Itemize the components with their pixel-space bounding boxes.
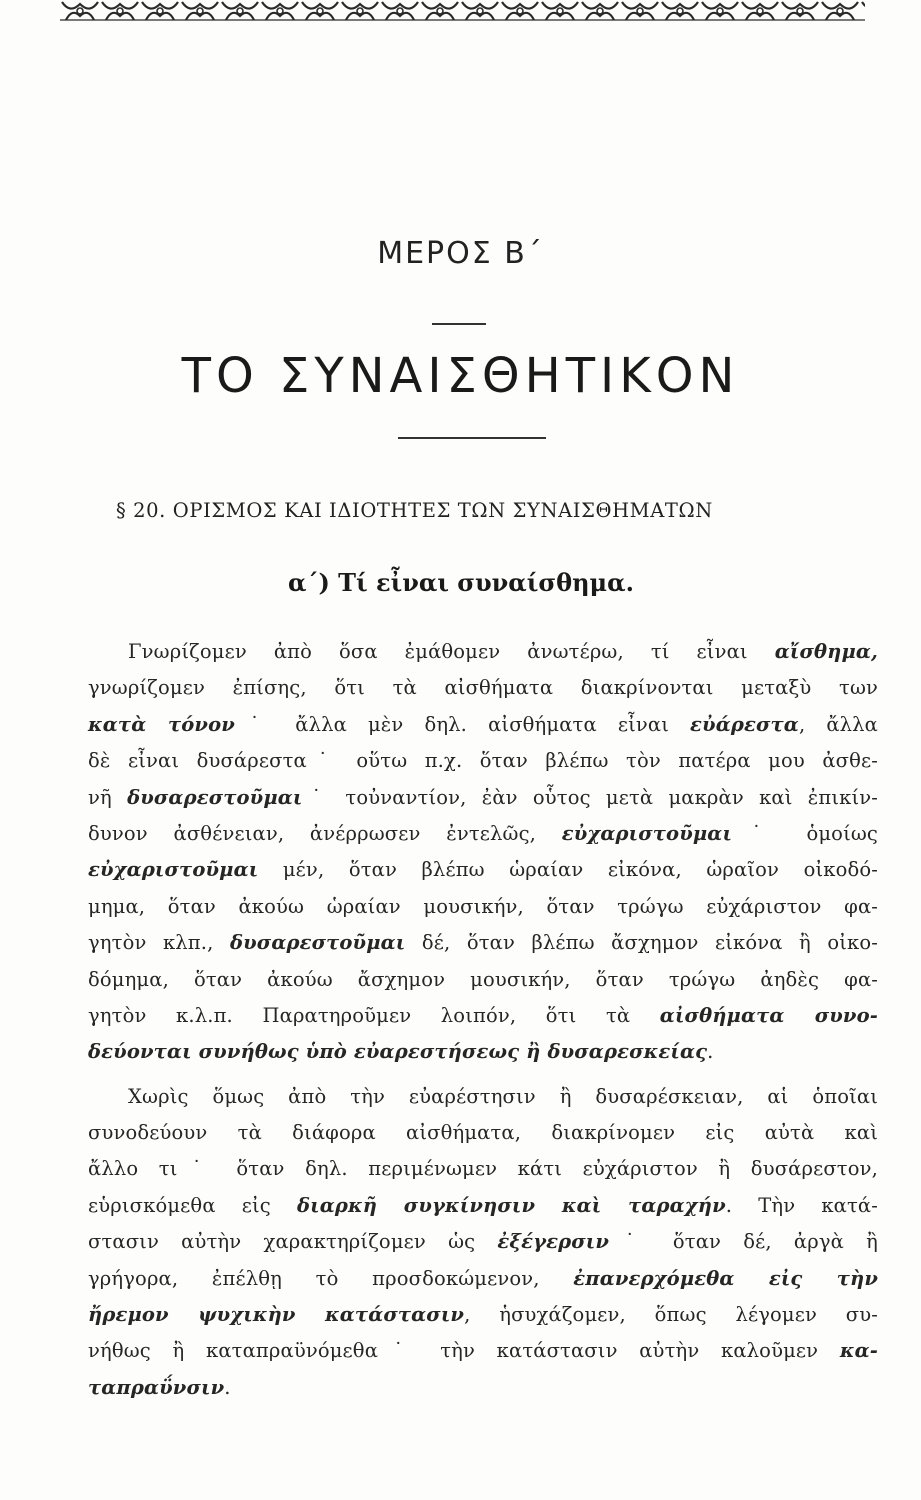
text-line: νήθως ἢ καταπραϋνόμεθα˙ τὴν κατάστασιν αὐτὴν καλοῦμεν κα- xyxy=(88,1339,878,1363)
text-line: Γνωρίζομεν ἀπὸ ὅσα ἐμάθομεν ἀνωτέρω, τί εἶναι αἴσθημα, xyxy=(128,640,878,663)
text-line: συνοδεύουν τὰ διάφορα αἰσθήματα, διακρίνομεν εἰς αὐτὰ καὶ xyxy=(88,1121,878,1145)
paragraph-1 xyxy=(88,634,878,1071)
text-line: ἄλλο τι˙ ὅταν δηλ. περιμένωμεν κάτι εὐχάριστον ἢ δυσάρεστον, xyxy=(88,1157,878,1181)
section-heading: § 20. ΟΡΙΣΜΟΣ ΚΑΙ ΙΔΙΟΤΗΤΕΣ ΤΩΝ ΣΥΝΑΙΣΘΗΜΑΤΩΝ xyxy=(116,499,713,522)
paragraph-2 xyxy=(88,1079,878,1407)
text-line: γρήγορα, ἐπέλθῃ τὸ προσδοκώμενον, ἐπανερχόμεθα εἰς τὴν xyxy=(88,1266,878,1290)
ornament-pattern xyxy=(60,0,865,22)
text-line: δὲ εἶναι δυσάρεστα˙ οὕτω π.χ. ὅταν βλέπω τὸν πατέρα μου ἀσθε- xyxy=(88,749,878,773)
text-line: Χωρὶς ὅμως ἀπὸ τὴν εὐαρέστησιν ἢ δυσαρέσκειαν, αἱ ὁποῖαι xyxy=(128,1084,878,1108)
text-line: εὑρισκόμεθα εἰς διαρκῆ συγκίνησιν καὶ ταραχήν. Τὴν κατά- xyxy=(88,1193,878,1217)
subsection-heading: α΄) Τί εἶναι συναίσθημα. xyxy=(288,568,634,597)
part-heading: ΜΕΡΟΣ Β΄ xyxy=(377,236,544,271)
decorative-border xyxy=(60,0,865,22)
text-line: στασιν αὐτὴν χαρακτηρίζομεν ὡς ἐξέγερσιν˙ ὅταν δέ, ἀργὰ ἢ xyxy=(88,1230,879,1254)
text-line: γητὸν κλπ., δυσαρεστοῦμαι δέ, ὅταν βλέπω ἄσχημον εἰκόνα ἢ οἰκο- xyxy=(88,931,878,955)
divider-short xyxy=(432,323,486,325)
text-line: ἤρεμον ψυχικὴν κατάστασιν, ἡσυχάζομεν, ὅπως λέγομεν συ- xyxy=(88,1303,878,1327)
text-line: μημα, ὅταν ἀκούω ὡραίαν μουσικήν, ὅταν τρώγω εὐχάριστον φα- xyxy=(88,894,878,918)
text-line: γνωρίζομεν ἐπίσης, ὅτι τὰ αἰσθήματα διακρίνονται μεταξὺ των xyxy=(88,676,878,700)
text-line: δεύονται συνήθως ὑπὸ εὐαρεστήσεως ἢ δυσαρεσκείας. xyxy=(88,1040,714,1064)
text-line: δόμημα, ὅταν ἀκούω ἄσχημον μουσικήν, ὅταν τρώγω ἀηδὲς φα- xyxy=(88,967,878,991)
text-line: ταπραΰνσιν. xyxy=(88,1375,231,1399)
text-line: εὐχαριστοῦμαι μέν, ὅταν βλέπω ὡραίαν εἰκόνα, ὡραῖον οἰκοδό- xyxy=(88,858,878,882)
page-title: ΤΟ ΣΥΝΑΙΣΘΗΤΙΚΟΝ xyxy=(181,348,740,404)
text-line: γητὸν κ.λ.π. Παρατηροῦμεν λοιπόν, ὅτι τὰ αἰσθήματα συνο- xyxy=(88,1003,879,1027)
text-line: κατὰ τόνον˙ ἄλλα μὲν δηλ. αἰσθήματα εἶναι εὐάρεστα, ἄλλα xyxy=(88,712,878,736)
body-text xyxy=(88,634,878,1406)
text-line: νῆ δυσαρεστοῦμαι˙ τοὐναντίον, ἐὰν οὗτος μετὰ μακρὰν καὶ ἐπικίν- xyxy=(88,785,879,809)
divider-long xyxy=(398,437,546,439)
text-line: δυνον ἀσθένειαν, ἀνέρρωσεν ἐντελῶς, εὐχαριστοῦμαι˙ ὁμοίως xyxy=(88,821,878,845)
